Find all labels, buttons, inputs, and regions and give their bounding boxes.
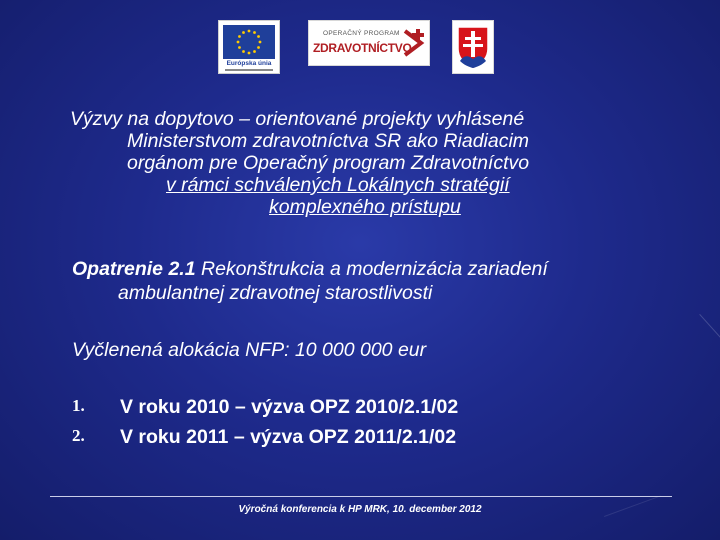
decorative-streak [699,314,720,344]
list-number: 2. [72,426,85,445]
zdr-logo-bottom: ZDRAVOTNÍCTVO [313,41,412,55]
heading-line-underlined: komplexného prístupu [269,196,461,218]
page-heading [70,108,690,218]
eu-star-icon [253,50,256,53]
zdr-cross-icon [401,27,425,59]
eu-star-icon [242,50,245,53]
measure-block [72,257,692,305]
eu-star-icon [257,35,260,38]
eu-logo-label: Európska únia [226,60,272,67]
heading-line: Ministerstvom zdravotníctva SR ako Riadiacim [127,130,530,152]
footer-text: Výročná konferencia k HP MRK, 10. december 2012 [238,504,482,515]
slovak-coat-of-arms [452,20,494,74]
eu-star-icon [238,35,241,38]
eu-star-icon [259,41,262,44]
eu-logo-subline [225,69,273,71]
footer-divider [50,496,672,497]
coat-of-arms-icon [453,21,493,73]
eu-star-icon [257,46,260,49]
allocation-text: Vyčlenená alokácia NFP: 10 000 000 eur [72,339,427,361]
eu-star-icon [238,46,241,49]
eu-star-icon [253,31,256,34]
zdravotnictvo-logo [308,20,430,66]
eu-logo [218,20,280,74]
measure-text: ambulantnej zdravotnej starostlivosti [118,282,433,304]
eu-flag-icon [223,25,275,59]
list-text: V roku 2011 – výzva OPZ 2011/2.1/02 [120,426,457,448]
zdr-logo-top: OPERAČNÝ PROGRAM [323,30,400,37]
measure-label: Opatrenie 2.1 [72,258,196,280]
heading-line: orgánom pre Operačný program Zdravotníctvo [127,152,530,174]
eu-star-icon [248,52,251,55]
list-text: V roku 2010 – výzva OPZ 2010/2.1/02 [120,396,459,418]
heading-line-underlined: v rámci schválených Lokálnych stratégií [166,174,510,196]
heading-line: Výzvy na dopytovo – orientované projekty vyhlásené [70,108,525,130]
eu-star-icon [248,30,251,33]
list-number: 1. [72,396,85,415]
measure-text: Rekonštrukcia a modernizácia zariadení [195,258,548,280]
eu-star-icon [237,41,240,44]
eu-star-icon [242,31,245,34]
